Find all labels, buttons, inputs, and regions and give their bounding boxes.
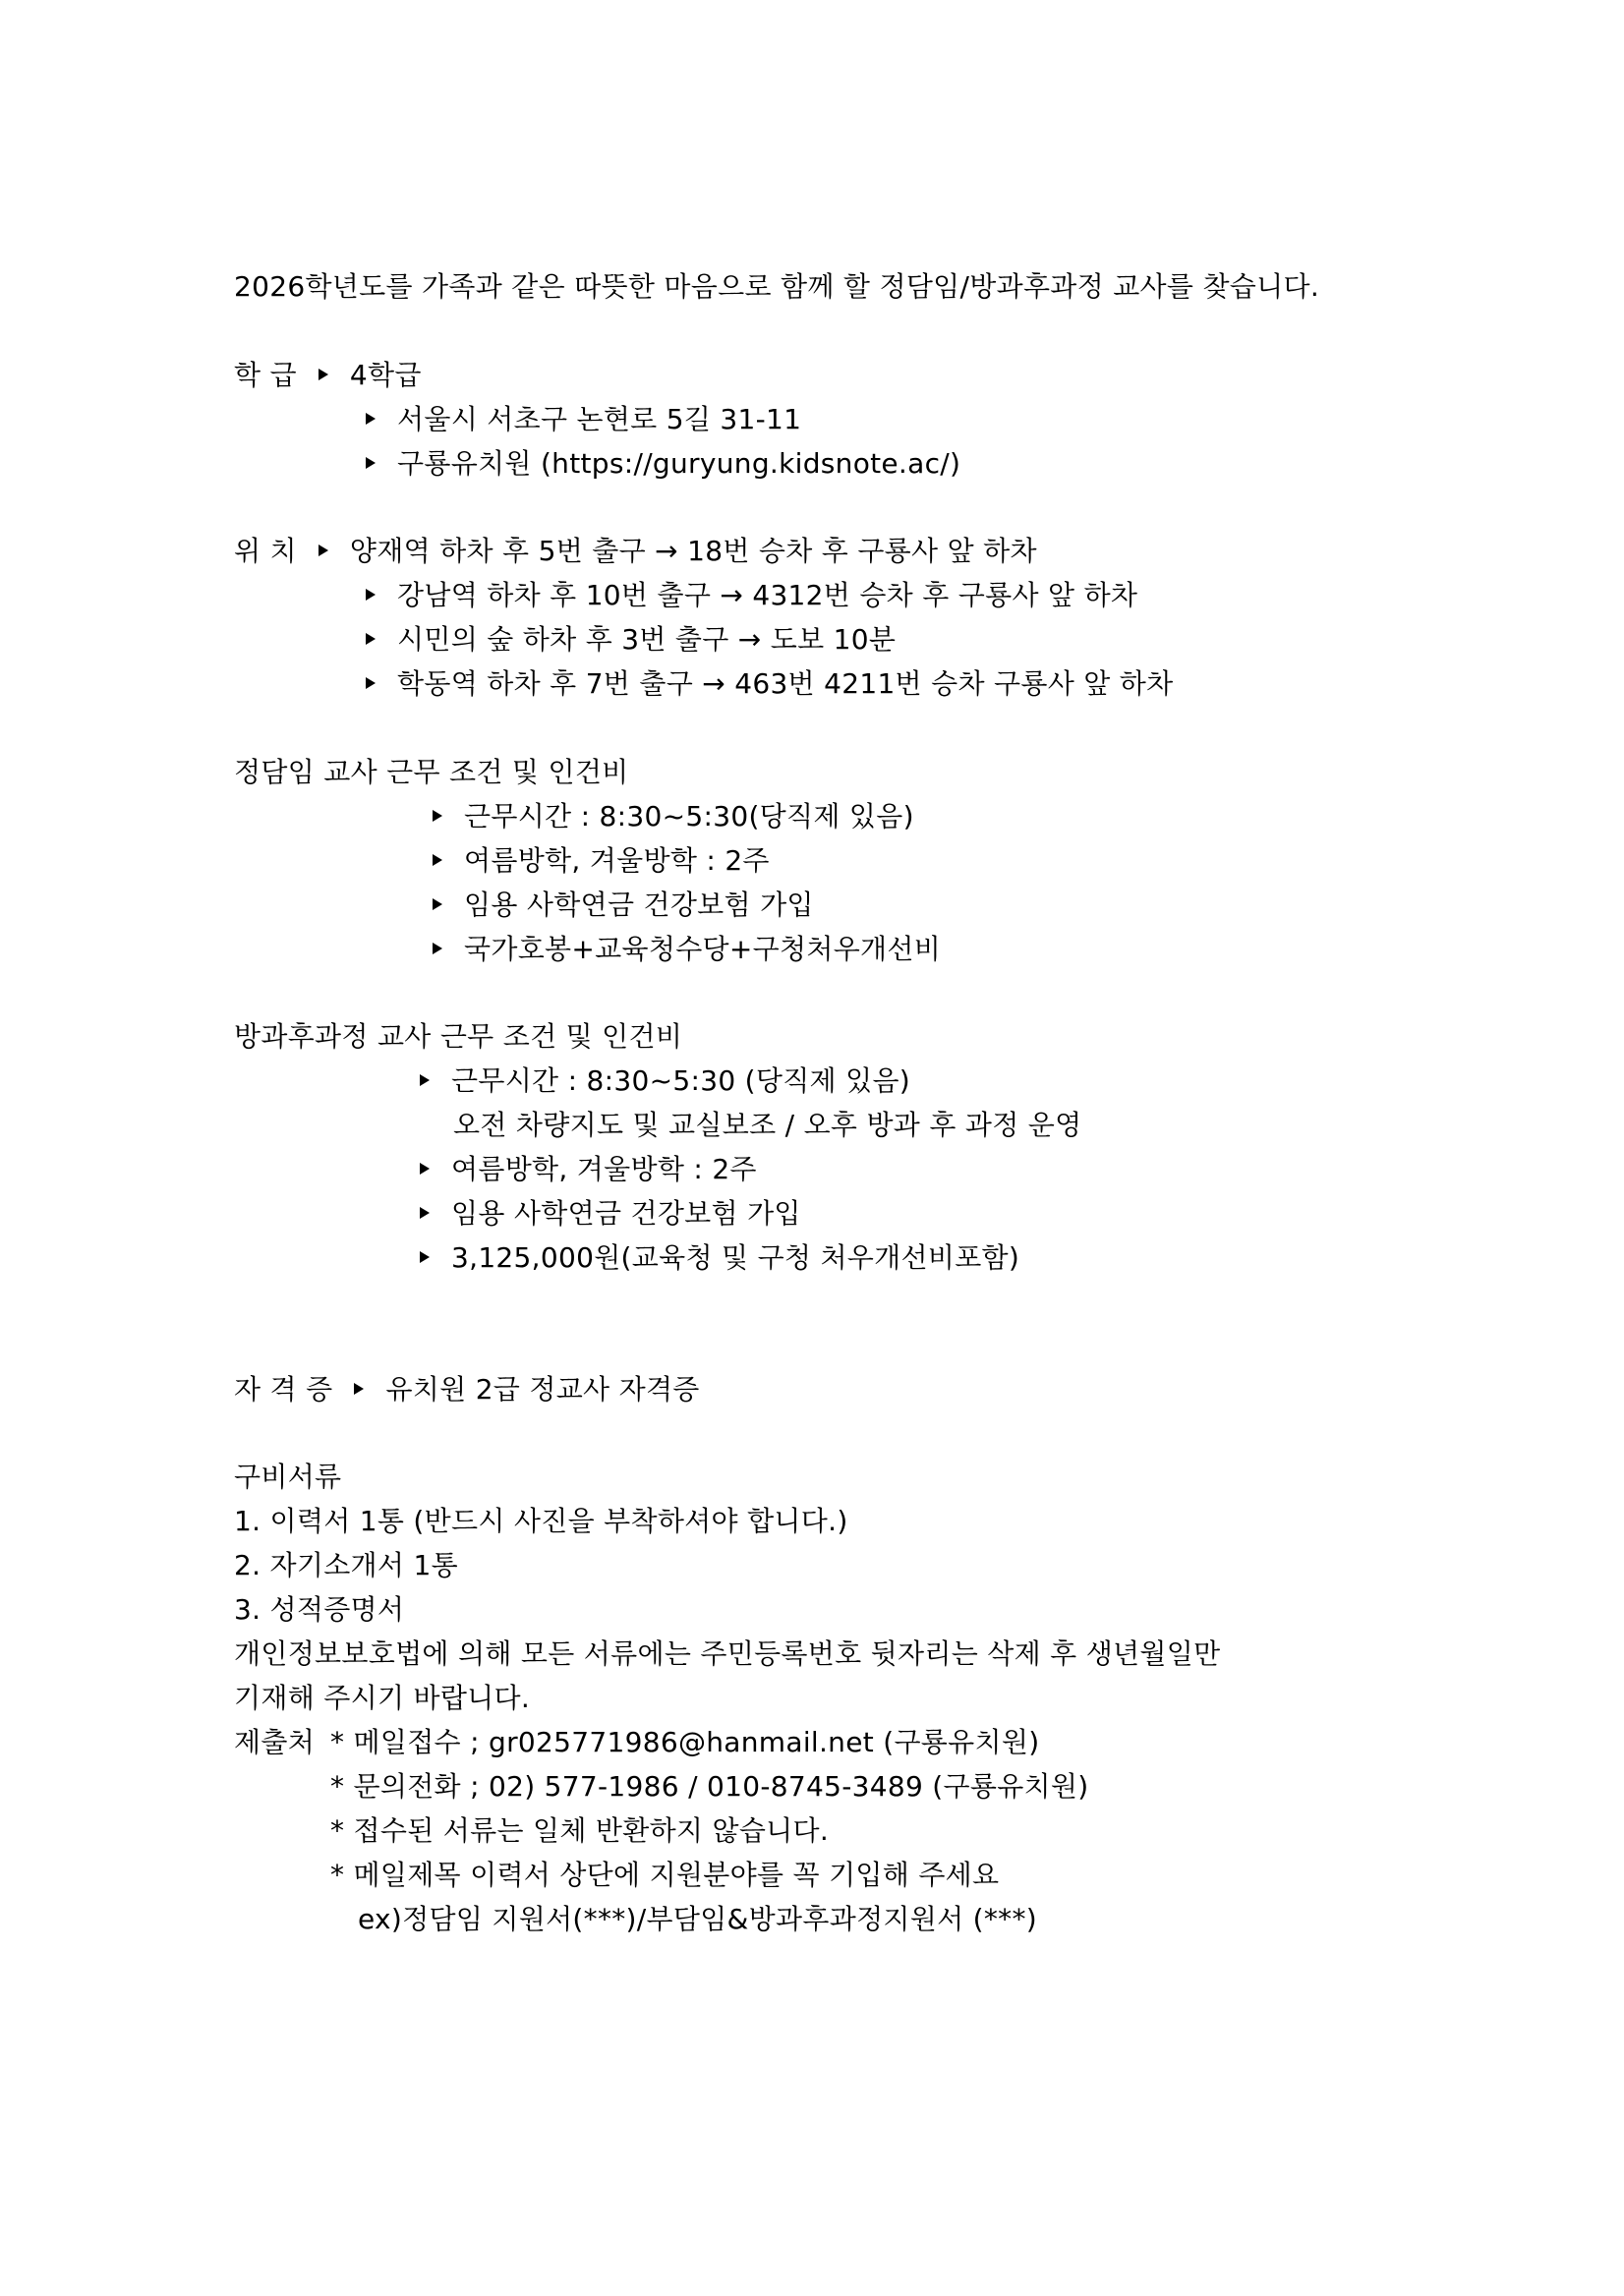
intro-text: 2026학년도를 가족과 같은 따뜻한 마음으로 함께 할 정담임/방과후과정 교사를 찾습니다. xyxy=(234,270,1320,303)
triangle-bullet-icon xyxy=(433,854,442,866)
location-route-row xyxy=(366,666,1174,702)
submission-item: * 문의전화 ; 02) 577-1986 / 010-8745-3489 (구룡유치원) xyxy=(330,1770,1089,1803)
license-row xyxy=(234,1372,700,1407)
license-value: 유치원 2급 정교사 자격증 xyxy=(385,1373,700,1406)
afterschool-item-row xyxy=(420,1240,1019,1276)
documents-item: 2. 자기소개서 1통 xyxy=(234,1549,458,1581)
location-row xyxy=(234,534,1037,569)
class-count: 4학급 xyxy=(349,359,422,391)
afterschool-item: 3,125,000원(교육청 및 구청 처우개선비포함) xyxy=(451,1241,1020,1274)
afterschool-hours: 근무시간 : 8:30~5:30 (당직제 있음) xyxy=(451,1064,911,1097)
homeroom-item: 임용 사학연금 건강보험 가입 xyxy=(464,889,814,921)
location-route: 강남역 하차 후 10번 출구 → 4312번 승차 후 구룡사 앞 하차 xyxy=(397,579,1138,611)
triangle-bullet-icon xyxy=(366,457,376,469)
class-name: 구룡유치원 (https://guryung.kidsnote.ac/) xyxy=(397,447,961,480)
afterschool-item: 임용 사학연금 건강보험 가입 xyxy=(451,1197,801,1230)
triangle-bullet-icon xyxy=(319,369,328,380)
class-row xyxy=(234,358,422,393)
documents-item: 3. 성적증명서 xyxy=(234,1593,405,1626)
homeroom-title: 정담임 교사 근무 조건 및 인건비 xyxy=(234,756,629,788)
class-address-row xyxy=(366,402,801,437)
triangle-bullet-icon xyxy=(420,1207,430,1219)
triangle-bullet-icon xyxy=(366,413,376,425)
triangle-bullet-icon xyxy=(420,1251,430,1263)
class-label: 학 급 xyxy=(234,359,297,391)
triangle-bullet-icon xyxy=(354,1383,364,1395)
triangle-bullet-icon xyxy=(366,677,376,689)
documents-title: 구비서류 xyxy=(234,1461,342,1493)
submission-label: 제출처 xyxy=(234,1726,316,1758)
location-route-row xyxy=(366,622,896,658)
triangle-bullet-icon xyxy=(420,1163,430,1175)
triangle-bullet-icon xyxy=(433,898,442,910)
homeroom-item-row xyxy=(433,932,941,967)
location-route-row xyxy=(366,578,1137,613)
license-label: 자 격 증 xyxy=(234,1373,333,1406)
location-label: 위 치 xyxy=(234,535,297,567)
afterschool-title: 방과후과정 교사 근무 조건 및 인건비 xyxy=(234,1020,683,1053)
triangle-bullet-icon xyxy=(420,1074,430,1086)
location-route: 시민의 숲 하차 후 3번 출구 → 도보 10분 xyxy=(397,623,897,656)
homeroom-item: 여름방학, 겨울방학 : 2주 xyxy=(464,844,770,877)
class-address: 서울시 서초구 논현로 5길 31-11 xyxy=(397,403,802,435)
homeroom-item: 국가호봉+교육청수당+구청처우개선비 xyxy=(464,933,942,965)
location-route: 양재역 하차 후 5번 출구 → 18번 승차 후 구룡사 앞 하차 xyxy=(349,535,1037,567)
submission-example: ex)정담임 지원서(***)/부담임&방과후과정지원서 (***) xyxy=(358,1903,1038,1935)
afterschool-hours-row xyxy=(420,1063,910,1099)
homeroom-item: 근무시간 : 8:30~5:30(당직제 있음) xyxy=(464,800,914,832)
documents-item: 1. 이력서 1통 (반드시 사진을 부착하셔야 합니다.) xyxy=(234,1505,848,1537)
afterschool-item-row xyxy=(420,1152,757,1187)
triangle-bullet-icon xyxy=(366,589,376,601)
triangle-bullet-icon xyxy=(433,943,442,954)
triangle-bullet-icon xyxy=(433,810,442,822)
documents-privacy-line: 개인정보보호법에 의해 모든 서류에는 주민등록번호 뒷자리는 삭제 후 생년월일만 xyxy=(234,1637,1221,1670)
homeroom-item-row xyxy=(433,843,770,879)
location-route: 학동역 하차 후 7번 출구 → 463번 4211번 승차 구룡사 앞 하차 xyxy=(397,667,1174,700)
homeroom-item-row xyxy=(433,799,914,834)
submission-item: * 메일접수 ; gr025771986@hanmail.net (구룡유치원) xyxy=(330,1726,1040,1758)
afterschool-item: 여름방학, 겨울방학 : 2주 xyxy=(451,1153,757,1185)
class-name-row xyxy=(366,446,960,482)
triangle-bullet-icon xyxy=(366,633,376,645)
documents-privacy-line: 기재해 주시기 바랍니다. xyxy=(234,1682,531,1714)
submission-item: * 접수된 서류는 일체 반환하지 않습니다. xyxy=(330,1814,830,1847)
homeroom-item-row xyxy=(433,888,814,923)
triangle-bullet-icon xyxy=(319,545,328,556)
submission-item: * 메일제목 이력서 상단에 지원분야를 꼭 기입해 주세요 xyxy=(330,1859,1000,1891)
afterschool-item-row xyxy=(420,1196,801,1232)
afterschool-hours-detail: 오전 차량지도 및 교실보조 / 오후 방과 후 과정 운영 xyxy=(453,1109,1082,1141)
